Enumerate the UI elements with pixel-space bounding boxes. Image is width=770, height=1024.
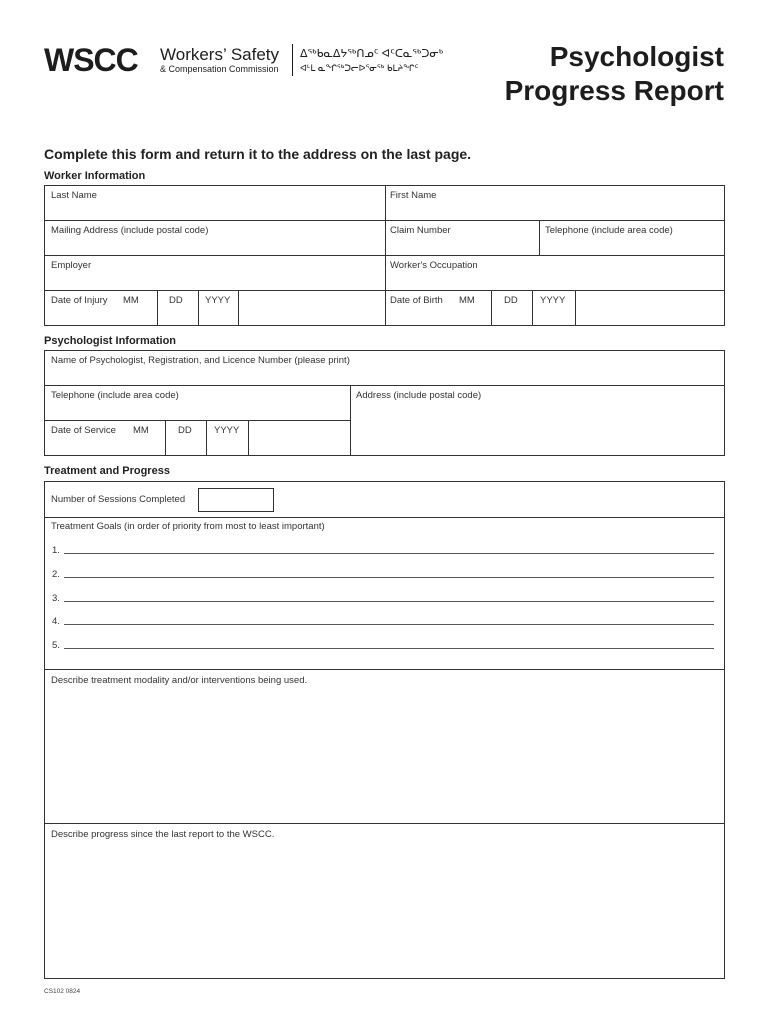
goal-number: 4. [52, 616, 60, 627]
wscc-logo: WSCC [44, 42, 138, 78]
service-day-label: DD [178, 425, 192, 436]
psychologist-telephone-label: Telephone (include area code) [51, 390, 179, 401]
title-line-2: Progress Report [504, 74, 724, 106]
last-name-label: Last Name [51, 190, 97, 201]
logo-divider [292, 44, 293, 76]
psychologist-section-title: Psychologist Information [44, 335, 177, 347]
org-subtitle-inuktitut: ᐊᒻᒪ ᓇᖏᖅᑐᓕᐅᕐᓂᖅ ᑲᒪᔨᖏᑦ [300, 63, 419, 73]
worker-telephone-label: Telephone (include area code) [545, 225, 673, 236]
goal-2-line[interactable] [64, 577, 714, 578]
goal-3-line[interactable] [64, 601, 714, 602]
treatment-section-title: Treatment and Progress [44, 465, 170, 477]
document-title [505, 40, 724, 107]
date-of-birth-label: Date of Birth [390, 295, 443, 306]
divider [238, 290, 239, 326]
treatment-goals-label: Treatment Goals (in order of priority from most to least important) [51, 521, 325, 532]
injury-day-label: DD [169, 295, 183, 306]
employer-field[interactable] [45, 256, 385, 290]
modality-field[interactable] [45, 670, 724, 823]
progress-field[interactable] [45, 824, 724, 978]
goal-4-line[interactable] [64, 624, 714, 625]
date-of-service-label: Date of Service [51, 425, 116, 436]
divider [44, 517, 725, 518]
claim-number-label: Claim Number [390, 225, 451, 236]
injury-month-label: MM [123, 295, 139, 306]
birth-month-label: MM [459, 295, 475, 306]
sessions-input[interactable] [198, 488, 274, 512]
sessions-label: Number of Sessions Completed [51, 494, 186, 505]
goal-5-line[interactable] [64, 648, 714, 649]
service-year-label: YYYY [214, 425, 240, 436]
divider [248, 420, 249, 456]
divider [575, 290, 576, 326]
first-name-label: First Name [390, 190, 437, 201]
title-line-1: Psychologist [549, 41, 724, 72]
goal-number: 2. [52, 569, 60, 580]
first-name-field[interactable] [386, 186, 724, 220]
employer-label: Employer [51, 260, 92, 271]
injury-year-label: YYYY [205, 295, 231, 306]
org-name: Workers’ Safety [160, 45, 280, 64]
psychologist-address-label: Address (include postal code) [356, 390, 482, 401]
service-month-label: MM [133, 425, 149, 436]
birth-day-label: DD [504, 295, 518, 306]
org-name-inuktitut: ᐃᖅᑲᓇᐃᔭᖅᑎᓄᑦ ᐊᑦᑕᓇᖅᑐᓂᒃ [300, 48, 444, 60]
goal-1-line[interactable] [64, 553, 714, 554]
birth-year-label: YYYY [540, 295, 566, 306]
org-subtitle: & Compensation Commission [160, 64, 279, 74]
form-code: CS102 0824 [44, 988, 81, 995]
goal-number: 5. [52, 640, 60, 651]
date-of-injury-label: Date of Injury [51, 295, 108, 306]
goal-number: 1. [52, 545, 60, 556]
modality-label: Describe treatment modality and/or interventions being used. [51, 675, 308, 686]
psychologist-name-label: Name of Psychologist, Registration, and Licence Number (please print) [51, 355, 350, 366]
mailing-address-label: Mailing Address (include postal code) [51, 225, 209, 236]
form-instruction: Complete this form and return it to the address on the last page. [44, 146, 472, 162]
goal-number: 3. [52, 593, 60, 604]
worker-section-title: Worker Information [44, 170, 146, 182]
progress-label: Describe progress since the last report to the WSCC. [51, 829, 275, 840]
occupation-label: Worker's Occupation [390, 260, 478, 271]
